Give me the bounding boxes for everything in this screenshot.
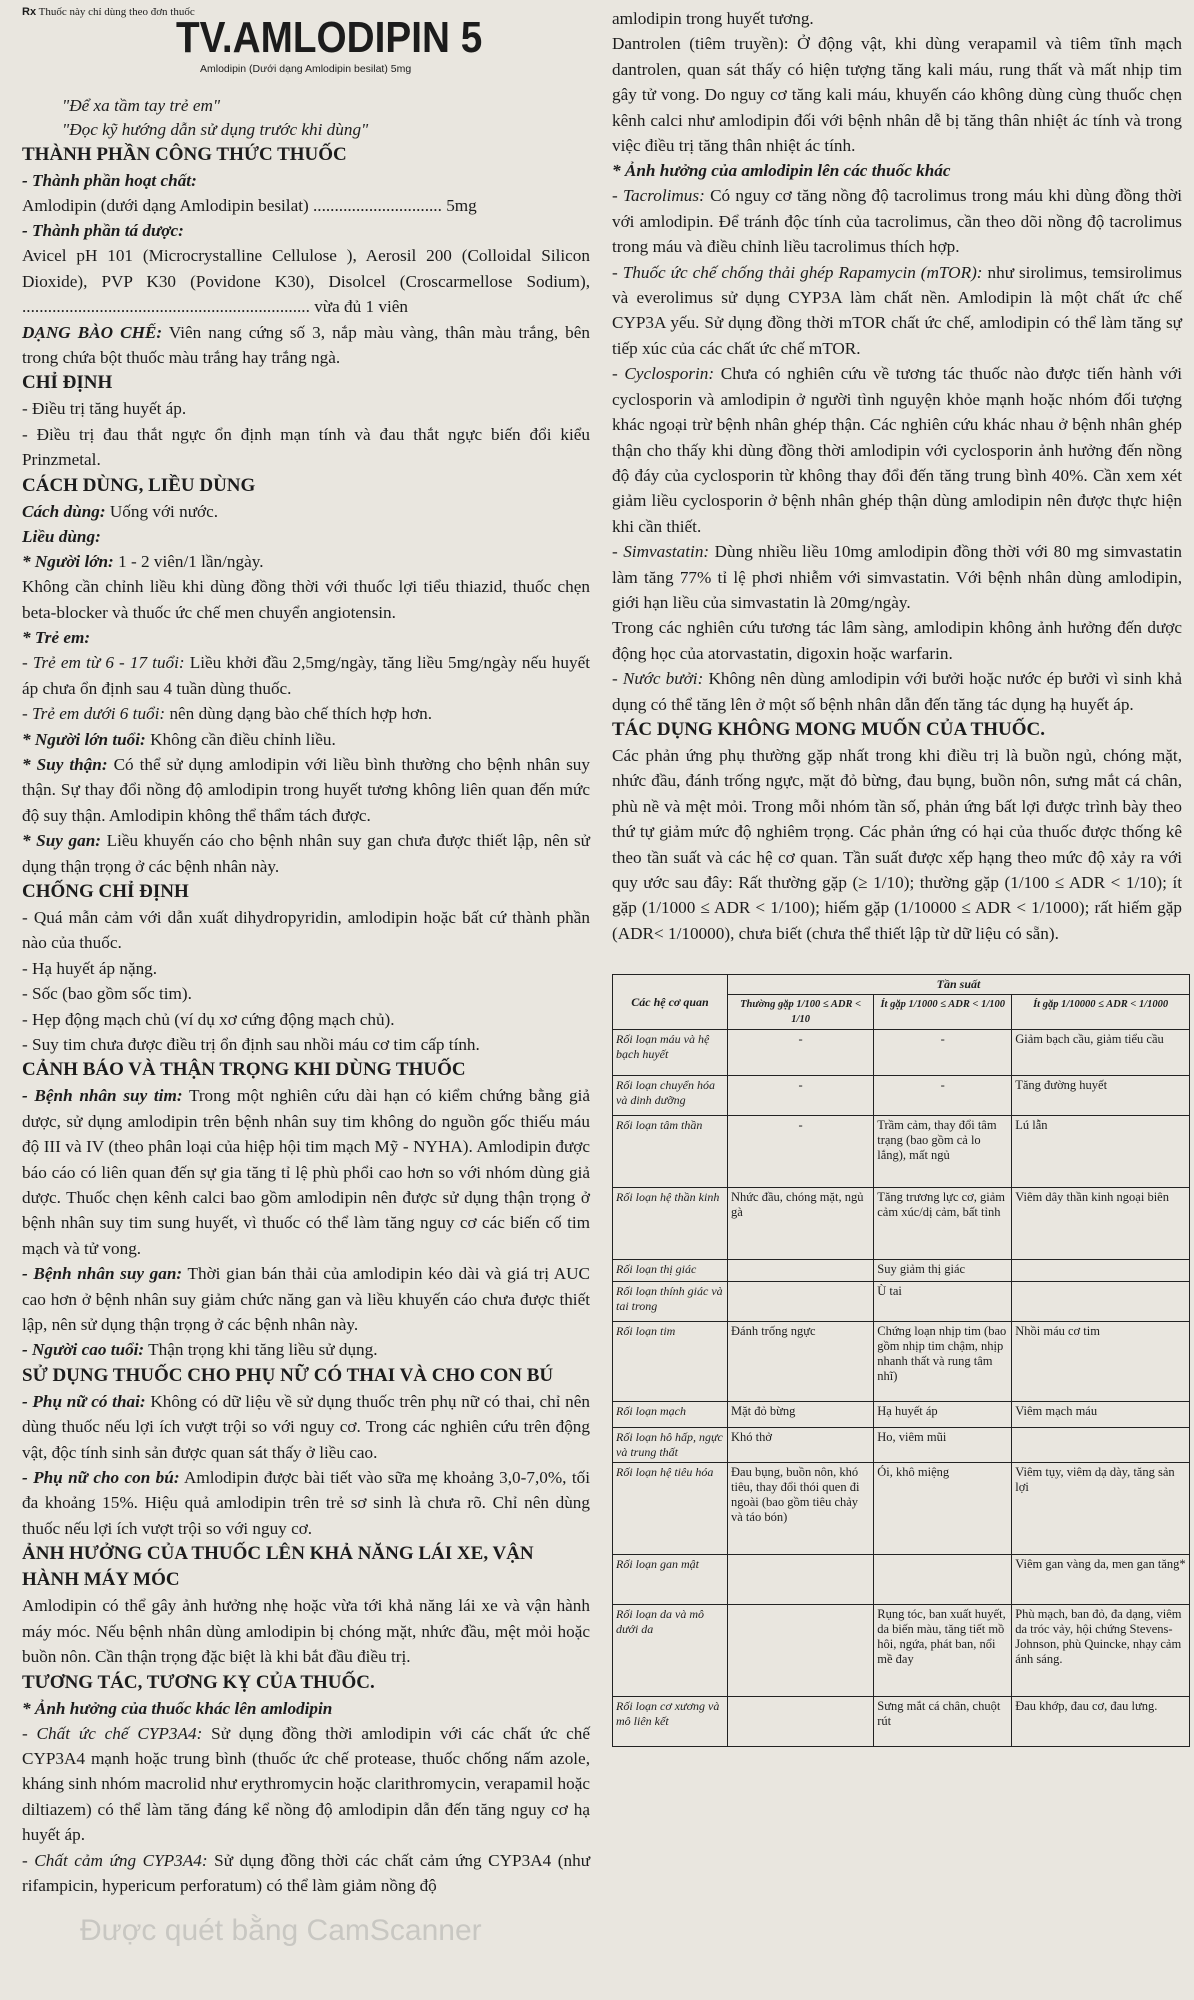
text: - Sốc (bao gồm sốc tim). — [22, 984, 192, 1004]
text: Avicel pH 101 (Microcrystalline Cellulose ), Aerosil 200 (Colloidal Silicon Dioxide), PVP K30 (Povidone K30), Disolcel (Croscarmellose Sodium), ................................................................... vừa đủ 1 viên — [22, 246, 590, 317]
table-row — [613, 1697, 1190, 1747]
frequency-cell: - — [874, 1030, 1012, 1076]
lead-label: - Phụ nữ cho con bú: — [22, 1468, 180, 1488]
table-row — [613, 1463, 1190, 1555]
organ-system-cell: Rối loạn hệ thần kinh — [613, 1188, 728, 1260]
lead-label: - Người cao tuổi: — [22, 1340, 145, 1360]
paragraph — [22, 1593, 590, 1669]
left-column — [22, 0, 590, 1898]
frequency-cell: Viêm mạch máu — [1012, 1402, 1190, 1428]
text: CHỐNG CHỈ ĐỊNH — [22, 880, 189, 902]
frequency-cell — [728, 1605, 874, 1697]
text: Có thể sử dụng amlodipin với liều bình thường cho bệnh nhân suy thận. Sự thay đổi nồng độ amlodipin trong huyết tương không liên quan đến mức độ suy thận. Amlodipin không thể thẩm tách được. — [22, 754, 590, 825]
paragraph — [22, 981, 590, 1006]
paragraph — [22, 727, 590, 752]
text: - Quá mẫn cảm với dẫn xuất dihydropyridin, amlodipin hoặc bất cứ thành phần nào của thuốc. — [22, 907, 590, 953]
table-row — [613, 1116, 1190, 1188]
section-heading — [22, 879, 590, 905]
table-row — [613, 1402, 1190, 1428]
frequency-cell: Sưng mắt cá chân, chuột rút — [874, 1697, 1012, 1747]
frequency-cell: - — [728, 1076, 874, 1116]
paragraph — [612, 361, 1182, 539]
frequency-cell — [874, 1555, 1012, 1605]
text: - Thành phần tá dược: — [22, 221, 184, 241]
text: Sử dụng đồng thời các chất cảm ứng CYP3A4 (như rifampicin, hypericum perforatum) có thể làm giảm nồng độ — [22, 1850, 591, 1895]
text: - Hẹp động mạch chủ (ví dụ xơ cứng động mạch chủ). — [22, 1009, 395, 1029]
lead-label: - Cyclosporin: — [612, 364, 715, 384]
lead-label: - Phụ nữ có thai: — [22, 1391, 146, 1411]
frequency-cell: Đánh trống ngực — [728, 1322, 874, 1402]
subheading — [22, 218, 590, 243]
section-heading — [22, 473, 590, 499]
paragraph — [612, 615, 1182, 666]
text: amlodipin trong huyết tương. — [612, 9, 814, 28]
organ-system-cell: Rối loạn cơ xương và mô liên kết — [613, 1697, 728, 1747]
paragraph — [22, 499, 590, 524]
section-heading — [22, 1670, 590, 1696]
paragraph — [22, 320, 590, 371]
paragraph — [22, 1007, 590, 1032]
lead-label: * Người lớn tuổi: — [22, 729, 146, 749]
text: * Ảnh hưởng của thuốc khác lên amlodipin — [22, 1698, 333, 1718]
paragraph — [22, 1261, 590, 1337]
frequency-cell — [728, 1697, 874, 1747]
frequency-cell: Đau bụng, buồn nôn, khó tiêu, thay đổi thói quen đi ngoài (bao gồm tiêu chảy và táo bón) — [728, 1463, 874, 1555]
text: Liều khởi đầu 2,5mg/ngày, tăng liều 5mg/ngày nếu huyết áp chưa ổn định sau 4 tuần dùng thuốc. — [22, 653, 590, 698]
text: Trong một nghiên cứu dài hạn có kiểm chứng bằng giả dược, sử dụng amlodipin trên bệnh nhân suy tim không do nguồn gốc thiếu máu độ III và IV (theo phân loại của hiệp hội tim mạch Mỹ - NYHA). Amlodipin được báo cáo có liên quan đến sự gia tăng tỉ lệ phù phổi cao hơn so với nhóm dùng giả dược. Thuốc chẹn kênh calci bao gồm amlodipin nên được sử dụng thận trọng ở bệnh nhân suy tim sung huyết, vì thuốc có thể làm tăng nguy cơ các biến cố tim mạch và tử vong. — [22, 1086, 590, 1258]
frequency-cell: - — [874, 1076, 1012, 1116]
frequency-cell — [1012, 1260, 1190, 1282]
lead-label: - Trẻ em từ 6 - 17 tuổi: — [22, 653, 185, 673]
lead-label: Cách dùng: — [22, 501, 106, 521]
lead-label: - Tacrolimus: — [612, 186, 705, 206]
rx-icon: Rx — [22, 6, 37, 18]
frequency-cell: Đau khớp, đau cơ, đau lưng. — [1012, 1697, 1190, 1747]
frequency-cell: Trầm cảm, thay đổi tâm trạng (bao gồm cả lo lắng), mất ngủ — [874, 1116, 1012, 1188]
text: Không cần chỉnh liều khi dùng đồng thời với thuốc lợi tiểu thiazid, thuốc chẹn beta-blocker và thuốc ức chế men chuyển angiotensin. — [22, 577, 590, 622]
rx-note-text: Thuốc này chỉ dùng theo đơn thuốc — [38, 6, 195, 18]
text: Amlodipin (dưới dạng Amlodipin besilat) .............................. 5mg — [22, 196, 477, 215]
frequency-cell: - — [728, 1030, 874, 1076]
paragraph — [22, 1083, 590, 1261]
lead-label: - Bệnh nhân suy gan: — [22, 1264, 183, 1284]
text: * Ảnh hưởng của amlodipin lên các thuốc khác — [612, 161, 951, 181]
lead-label: * Người lớn: — [22, 552, 114, 572]
text: * Trẻ em: — [22, 628, 91, 648]
text: Chưa có nghiên cứu về tương tác thuốc nào được tiến hành với cyclosporin và amlodipin ở người tình nguyện khỏe mạnh hoặc nhóm đối tượng khác ngoại trừ bệnh nhân ghép thận. Các nghiên cứu khác nhau ở bệnh nhân ghép thận cho thấy khi dùng đồng thời amlodipin với cyclosporin ảnh hưởng đến nồng độ đáy của cyclosporin từ không thay đổi đến tăng trung bình 40%. Cần xem xét giảm liều cyclosporin ở bệnh nhân ghép thận dùng amlodipin nên được thực hiện khi cần thiết. — [612, 364, 1182, 536]
organ-system-cell: Rối loạn máu và hệ bạch huyết — [613, 1030, 728, 1076]
subheading — [612, 158, 1182, 183]
text: Amlodipin được bài tiết vào sữa mẹ khoảng 3,0-7,0%, tối đa khoảng 15%. Hiệu quả amlodipin trên trẻ sơ sinh là chưa rõ. Chỉ nên dùng thuốc nếu lợi ích vượt trội so với nguy cơ. — [22, 1468, 591, 1538]
paragraph — [612, 743, 1182, 946]
text: Uống với nước. — [105, 501, 219, 521]
text: Trong các nghiên cứu tương tác lâm sàng, amlodipin không ảnh hưởng đến dược động học của atorvastatin, digoxin hoặc warfarin. — [612, 618, 1182, 663]
frequency-cell: Hạ huyết áp — [874, 1402, 1012, 1428]
subheading — [22, 524, 590, 549]
frequency-cell: Lú lẫn — [1012, 1116, 1190, 1188]
frequency-cell: - — [728, 1116, 874, 1188]
table-row — [613, 1322, 1190, 1402]
paragraph — [612, 183, 1182, 259]
frequency-cell: Chứng loạn nhịp tim (bao gồm nhịp tim chậm, nhịp nhanh thất và rung tâm nhĩ) — [874, 1322, 1012, 1402]
lead-label: - Chất cảm ứng CYP3A4: — [22, 1850, 208, 1870]
subheading — [22, 168, 590, 193]
section-heading — [22, 142, 590, 168]
table-row — [613, 1076, 1190, 1116]
organ-system-cell: Rối loạn tâm thần — [613, 1116, 728, 1188]
table-row — [613, 1260, 1190, 1282]
frequency-cell: Viêm gan vàng da, men gan tăng* — [1012, 1555, 1190, 1605]
text: Không có dữ liệu về sử dụng thuốc trên phụ nữ có thai, chỉ nên dùng thuốc nếu lợi ích vượt trội so với nguy cơ. Trong các nghiên cứu trên động vật, độc tính sinh sản được quan sát thấy ở liều cao. — [22, 1391, 590, 1462]
text: SỬ DỤNG THUỐC CHO PHỤ NỮ CÓ THAI VÀ CHO CON BÚ — [22, 1364, 554, 1386]
text: Thận trọng khi tăng liều sử dụng. — [144, 1340, 378, 1360]
text: Viên nang cứng số 3, nắp màu vàng, thân màu trắng, bên trong chứa bột thuốc màu trắng hay trắng ngà. — [22, 322, 590, 368]
text: - Suy tim chưa được điều trị ổn định sau nhồi máu cơ tim cấp tính. — [22, 1034, 480, 1054]
frequency-cell — [728, 1282, 874, 1322]
text: TƯƠNG TÁC, TƯƠNG KỴ CỦA THUỐC. — [22, 1671, 375, 1693]
text: Các phản ứng phụ thường gặp nhất trong khi điều trị là buồn ngủ, chóng mặt, nhức đầu, đánh trống ngực, mặt đỏ bừng, đau bụng, buồn nôn, sưng mắt cá chân, phù nề và mệt mỏi. Trong mỗi nhóm tần số, phản ứng bất lợi được trình bày theo thứ tự giảm mức độ nghiêm trọng. Các phản ứng có hại của thuốc được thống kê theo tần suất và các hệ cơ quan. Tần suất được xếp hạng theo mức độ xảy ra với quy ước sau đây: Rất thường gặp (≥ 1/10); thường gặp (1/100 ≤ ADR < 1/10); ít gặp (1/1000 ≤ ADR < 1/100); hiếm gặp (1/10000 ≤ ADR < 1/1000); rất hiếm gặp (ADR< 1/10000), chưa biết (chưa thể thiết lập từ dữ liệu có sẵn). — [612, 745, 1182, 943]
frequency-cell: Suy giảm thị giác — [874, 1260, 1012, 1282]
text: Sử dụng đồng thời amlodipin với các chất ức chế CYP3A4 mạnh hoặc trung bình (thuốc ức chế protease, thuốc chống nấm azole, kháng sinh nhóm macrolid như erythromycin hoặc clarithromycin, verapamil hoặc diltiazem) có thể làm tăng đáng kể nồng độ amlodipin dẫn đến tăng nguy cơ hạ huyết áp. — [22, 1723, 590, 1845]
paragraph — [22, 396, 590, 421]
paragraph — [22, 574, 590, 625]
section-heading — [22, 1541, 590, 1593]
column-header-frequency: Tần suất — [728, 975, 1190, 995]
organ-system-cell: Rối loạn mạch — [613, 1402, 728, 1428]
side-effects-table-wrap — [612, 974, 1186, 1747]
section-heading — [22, 370, 590, 396]
frequency-cell: Ù tai — [874, 1282, 1012, 1322]
paragraph — [612, 666, 1182, 717]
paragraph — [612, 539, 1182, 615]
paragraph — [22, 193, 590, 218]
section-heading — [22, 1363, 590, 1389]
side-effects-table — [612, 974, 1190, 1747]
paragraph — [22, 1848, 590, 1899]
text: Không cần điều chỉnh liều. — [145, 729, 336, 749]
text: CHỈ ĐỊNH — [22, 372, 113, 394]
lead-label: * Suy thận: — [22, 754, 108, 774]
paragraph — [22, 828, 590, 879]
text: ẢNH HƯỞNG CỦA THUỐC LÊN KHẢ NĂNG LÁI XE, VẬN HÀNH MÁY MÓC — [22, 1543, 534, 1591]
text: - Thành phần hoạt chất: — [22, 171, 197, 190]
frequency-cell: Ho, viêm mũi — [874, 1428, 1012, 1463]
paragraph — [22, 1721, 590, 1848]
table-row — [613, 1188, 1190, 1260]
text: Amlodipin có thể gây ảnh hưởng nhẹ hoặc vừa tới khả năng lái xe và vận hành máy móc. Nếu bệnh nhân dùng amlodipin bị chóng mặt, nhức đầu, mệt mỏi hoặc buồn nôn. Cần thận trọng đặc biệt là khi bắt đầu điều trị. — [22, 1596, 590, 1667]
text: - Điều trị tăng huyết áp. — [22, 399, 187, 419]
frequency-cell: Viêm dây thần kinh ngoại biên — [1012, 1188, 1190, 1260]
paragraph — [22, 905, 590, 956]
text: Thời gian bán thải của amlodipin kéo dài và giá trị AUC cao hơn ở bệnh nhân suy giảm chức năng gan và liều khuyến cáo chưa được thiết lập, nên sử dụng thận trọng ở các bệnh nhân này. — [22, 1264, 590, 1335]
text: Không nên dùng amlodipin với bưởi hoặc nước ép bưởi vì sinh khả dụng có thể tăng lên ở một số bệnh nhân dẫn đến tăng tác dụng hạ huyết áp. — [612, 669, 1182, 714]
frequency-cell: Khó thở — [728, 1428, 874, 1463]
organ-system-cell: Rối loạn thính giác và tai trong — [613, 1282, 728, 1322]
frequency-cell: Giảm bạch cầu, giảm tiểu cầu — [1012, 1030, 1190, 1076]
paragraph — [22, 1389, 590, 1465]
text: CÁCH DÙNG, LIỀU DÙNG — [22, 474, 256, 496]
frequency-cell: Rụng tóc, ban xuất huyết, da biến màu, tăng tiết mồ hôi, ngứa, phát ban, nổi mề đay — [874, 1605, 1012, 1697]
lead-label: - Chất ức chế CYP3A4: — [22, 1723, 203, 1743]
paragraph — [22, 752, 590, 828]
paragraph — [22, 422, 590, 473]
frequency-cell — [1012, 1282, 1190, 1322]
text: nên dùng dạng bào chế thích hợp hơn. — [165, 704, 433, 724]
organ-system-cell: Rối loạn thị giác — [613, 1260, 728, 1282]
paragraph — [22, 1337, 590, 1362]
lead-label: - Simvastatin: — [612, 542, 710, 562]
lead-label: - Trẻ em dưới 6 tuổi: — [22, 704, 166, 724]
right-column — [612, 6, 1186, 1747]
table-row — [613, 1555, 1190, 1605]
frequency-cell: Ói, khô miệng — [874, 1463, 1012, 1555]
text: Dùng nhiều liều 10mg amlodipin đồng thời với 80 mg simvastatin làm tăng 77% tỉ lệ phơi nhiễm với simvastatin. Với bệnh nhân dùng amlodipin, giới hạn liều của simvastatin là 20mg/ngày. — [612, 542, 1182, 612]
paragraph — [612, 31, 1182, 158]
frequency-cell: Mặt đỏ bừng — [728, 1402, 874, 1428]
section-heading — [22, 1057, 590, 1083]
frequency-cell — [1012, 1428, 1190, 1463]
paragraph — [612, 260, 1182, 362]
frequency-cell: Nhồi máu cơ tim — [1012, 1322, 1190, 1402]
text: Liều dùng: — [22, 527, 101, 547]
lead-label: DẠNG BÀO CHẾ: — [22, 322, 163, 342]
paragraph — [22, 956, 590, 981]
text: 1 - 2 viên/1 lần/ngày. — [113, 552, 264, 572]
lead-label: - Thuốc ức chế chống thải ghép Rapamycin (mTOR): — [612, 262, 983, 282]
text: - Điều trị đau thắt ngực ổn định mạn tính và đau thắt ngực biến đổi kiểu Prinzmetal. — [22, 424, 590, 470]
frequency-cell: Nhức đầu, chóng mặt, ngủ gà — [728, 1188, 874, 1260]
organ-system-cell: Rối loạn da và mô dưới da — [613, 1605, 728, 1697]
text: Dantrolen (tiêm truyền): Ở động vật, khi dùng verapamil và tiêm tĩnh mạch dantrolen, quan sát thấy có hiện tượng tăng kali máu, rung thất và mất nhịp tim gây tử vong. Do nguy cơ tăng kali máu, khuyến cáo không dùng cùng thuốc chẹn kênh calci như amlodipin đối với bệnh nhân dễ bị tăng thân nhiệt ác tính và trong việc điều trị tăng thân nhiệt ác tính. — [612, 34, 1182, 156]
paragraph — [22, 549, 590, 574]
paragraph — [62, 118, 590, 142]
organ-system-cell: Rối loạn tim — [613, 1322, 728, 1402]
frequency-cell: Viêm tụy, viêm dạ dày, tăng sản lợi — [1012, 1463, 1190, 1555]
table-row — [613, 1605, 1190, 1697]
text: Có nguy cơ tăng nồng độ tacrolimus trong máu khi dùng đồng thời với amlodipin. Để tránh độc tính của tacrolimus, cần theo dõi nồng độ tacrolimus trong máu và điều chỉnh liều tacrolimus thích hợp. — [612, 186, 1182, 257]
frequency-cell: Tăng đường huyết — [1012, 1076, 1190, 1116]
paragraph — [22, 650, 590, 701]
column-header: Ít gặp 1/10000 ≤ ADR < 1/1000 — [1012, 995, 1190, 1030]
table-row — [613, 1030, 1190, 1076]
paragraph — [22, 1032, 590, 1057]
paragraph — [22, 701, 590, 726]
paragraph — [612, 6, 1182, 31]
subheading — [22, 1696, 590, 1721]
organ-system-cell: Rối loạn chuyển hóa và dinh dưỡng — [613, 1076, 728, 1116]
column-header: Thường gặp 1/100 ≤ ADR < 1/10 — [728, 995, 874, 1030]
text: "Đọc kỹ hướng dẫn sử dụng trước khi dùng" — [62, 120, 369, 139]
frequency-cell — [728, 1260, 874, 1282]
text: - Hạ huyết áp nặng. — [22, 958, 158, 978]
frequency-cell: Tăng trương lực cơ, giảm cảm xúc/dị cảm, bất tỉnh — [874, 1188, 1012, 1260]
text: CẢNH BÁO VÀ THẬN TRỌNG KHI DÙNG THUỐC — [22, 1059, 466, 1081]
table-row — [613, 1428, 1190, 1463]
paragraph — [22, 1465, 590, 1541]
organ-system-cell: Rối loạn hệ tiêu hóa — [613, 1463, 728, 1555]
product-subtitle: Amlodipin (Dưới dạng Amlodipin besilat) 5mg — [200, 63, 412, 75]
lead-label: * Suy gan: — [22, 831, 101, 851]
scanner-watermark: Được quét bằng CamScanner — [80, 1914, 482, 1947]
table-row — [613, 1282, 1190, 1322]
paragraph — [22, 243, 590, 319]
lead-label: - Bệnh nhân suy tim: — [22, 1086, 183, 1106]
organ-system-cell: Rối loạn hô hấp, ngực và trung thất — [613, 1428, 728, 1463]
section-heading — [612, 717, 1182, 743]
text: như sirolimus, temsirolimus và everolimus sử dụng CYP3A làm chất nền. Amlodipin là một chất ức chế CYP3A yếu. Sử dụng đồng thời mTOR chất ức chế, amlodipin có thể làm tăng sự tiếp xúc của các chất ức chế mTOR. — [612, 262, 1182, 358]
column-header-system: Các hệ cơ quan — [613, 975, 728, 1030]
text: TÁC DỤNG KHÔNG MONG MUỐN CỦA THUỐC. — [612, 718, 1045, 740]
column-header: Ít gặp 1/1000 ≤ ADR < 1/100 — [874, 995, 1012, 1030]
frequency-cell — [728, 1555, 874, 1605]
product-title: TV.AMLODIPIN 5 — [176, 13, 483, 62]
lead-label: - Nước bưởi: — [612, 669, 704, 689]
text: THÀNH PHẦN CÔNG THỨC THUỐC — [22, 144, 347, 165]
text: Liều khuyến cáo cho bệnh nhân suy gan chưa được thiết lập, nên sử dụng thận trọng ở các bệnh nhân này. — [22, 831, 591, 876]
organ-system-cell: Rối loạn gan mật — [613, 1555, 728, 1605]
subheading — [22, 625, 590, 650]
text: "Để xa tầm tay trẻ em" — [62, 96, 221, 115]
paragraph — [62, 94, 590, 118]
frequency-cell: Phù mạch, ban đỏ, đa dạng, viêm da tróc vảy, hội chứng Stevens-Johnson, phù Quincke, nhạy cảm ánh sáng. — [1012, 1605, 1190, 1697]
